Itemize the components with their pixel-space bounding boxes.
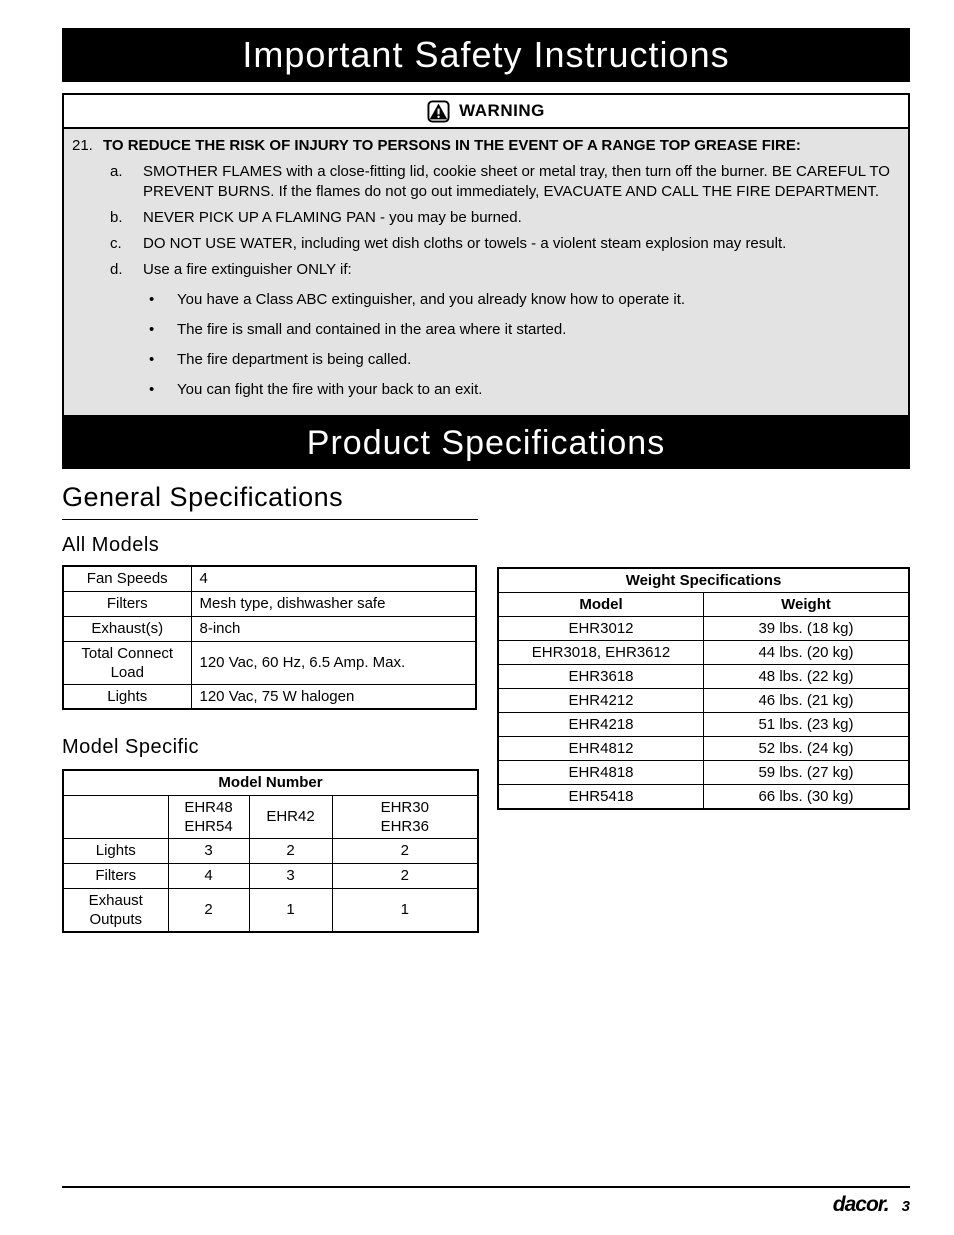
subitem-label: d. (110, 261, 123, 278)
spec-label: Lights (63, 684, 191, 709)
model-specific-heading: Model Specific (62, 736, 200, 758)
warning-item-21 (72, 136, 898, 156)
weight-cell: 52 lbs. (24 kg) (704, 737, 910, 761)
table-header-row (498, 593, 909, 617)
right-column (497, 567, 910, 810)
model-cell: EHR3012 (498, 617, 704, 641)
empty-corner-cell (63, 795, 168, 838)
subitem-text: SMOTHER FLAMES with a close-fitting lid, cookie sheet or metal tray, then turn off the burner. BE CAREFUL TO PREVENT BURNS. If the flames do not go out immediately, EVACUATE AND CALL THE FIRE DEPARTMENT. (143, 163, 890, 200)
weight-cell: 59 lbs. (27 kg) (704, 761, 910, 785)
section-header-safety: Important Safety Instructions (62, 28, 910, 82)
warning-subitem-a (110, 162, 898, 202)
table-row (63, 641, 476, 684)
table-title: Weight Specifications (498, 568, 909, 593)
spec-value: 120 Vac, 75 W halogen (191, 684, 476, 709)
spec-value: 1 (249, 888, 332, 932)
model-cell: EHR4218 (498, 713, 704, 737)
table-row (63, 591, 476, 616)
left-column (62, 520, 477, 933)
warning-subitem-b (110, 208, 898, 228)
table-title-row (63, 770, 478, 795)
bullet-icon: • (149, 291, 155, 308)
bullet-icon: • (149, 351, 155, 368)
list-item-number: 21. (72, 137, 93, 154)
model-name: EHR42 (266, 808, 315, 825)
spec-value: 4 (191, 566, 476, 591)
specs-columns (62, 520, 910, 933)
warning-subitem-c (110, 234, 898, 254)
section-header-product-specs: Product Specifications (62, 417, 910, 469)
model-name: EHR48 (184, 798, 233, 816)
page-content (62, 28, 910, 933)
footer-right (62, 1193, 910, 1217)
spec-value: 120 Vac, 60 Hz, 6.5 Amp. Max. (191, 641, 476, 684)
table-row (498, 617, 909, 641)
spec-label: Filters (63, 863, 168, 888)
weight-cell: 39 lbs. (18 kg) (704, 617, 910, 641)
weight-cell: 51 lbs. (23 kg) (704, 713, 910, 737)
footer-divider (62, 1186, 910, 1188)
bullet-text: The fire department is being called. (177, 351, 412, 368)
model-name: EHR36 (380, 817, 429, 835)
spec-value: 2 (168, 888, 249, 932)
all-models-heading: All Models (62, 534, 160, 556)
spec-value: 2 (332, 838, 478, 863)
model-column-header (168, 795, 249, 838)
weight-specifications-table (497, 567, 910, 810)
spec-value: 1 (332, 888, 478, 932)
model-column-header (249, 795, 332, 838)
warning-bullet (149, 350, 898, 370)
subitem-label: a. (110, 163, 123, 180)
weight-cell: 46 lbs. (21 kg) (704, 689, 910, 713)
warning-bullet (149, 320, 898, 340)
table-row (63, 888, 478, 932)
spec-value: 4 (168, 863, 249, 888)
general-specifications-heading: General Specifications (62, 482, 478, 520)
warning-title: WARNING (459, 101, 545, 120)
warning-triangle-icon (427, 100, 450, 123)
table-row (63, 684, 476, 709)
spec-value: 2 (249, 838, 332, 863)
list-item-title: TO REDUCE THE RISK OF INJURY TO PERSONS IN THE EVENT OF A RANGE TOP GREASE FIRE: (103, 137, 801, 154)
bullet-icon: • (149, 321, 155, 338)
weight-cell: 66 lbs. (30 kg) (704, 785, 910, 810)
model-specific-table (62, 769, 479, 933)
model-cell: EHR4818 (498, 761, 704, 785)
warning-subitem-d (110, 260, 898, 280)
spec-value: 2 (332, 863, 478, 888)
model-cell: EHR5418 (498, 785, 704, 810)
model-cell: EHR4212 (498, 689, 704, 713)
spec-label: Filters (63, 591, 191, 616)
spec-label: Exhaust Outputs (63, 888, 168, 932)
table-row (498, 737, 909, 761)
warning-bullet (149, 380, 898, 400)
spec-label: Exhaust(s) (63, 616, 191, 641)
model-cell: EHR3018, EHR3612 (498, 641, 704, 665)
spec-value: 3 (168, 838, 249, 863)
spec-label: Total Connect Load (63, 641, 191, 684)
spec-value: 3 (249, 863, 332, 888)
table-row (63, 863, 478, 888)
subitem-text: Use a fire extinguisher ONLY if: (143, 261, 352, 278)
subitem-label: b. (110, 209, 123, 226)
subitem-text: DO NOT USE WATER, including wet dish cloths or towels - a violent steam explosion may result. (143, 235, 787, 252)
spec-label: Fan Speeds (63, 566, 191, 591)
warning-header (64, 95, 908, 129)
table-header-row (63, 795, 478, 838)
model-name: EHR30 (380, 798, 429, 816)
spec-label: Lights (63, 838, 168, 863)
warning-box (62, 93, 910, 417)
table-row (63, 566, 476, 591)
bullet-text: You have a Class ABC extinguisher, and you already know how to operate it. (177, 291, 686, 308)
page-footer (62, 1186, 910, 1217)
page-number: 3 (901, 1198, 910, 1215)
spec-value: 8-inch (191, 616, 476, 641)
column-header-weight: Weight (704, 593, 910, 617)
table-row (498, 761, 909, 785)
model-cell: EHR4812 (498, 737, 704, 761)
warning-bullet (149, 290, 898, 310)
weight-cell: 48 lbs. (22 kg) (704, 665, 910, 689)
all-models-table (62, 565, 477, 710)
table-title: Model Number (63, 770, 478, 795)
model-column-header (332, 795, 478, 838)
table-row (498, 785, 909, 810)
table-title-row (498, 568, 909, 593)
subitem-label: c. (110, 235, 122, 252)
table-row (498, 713, 909, 737)
subitem-text: NEVER PICK UP A FLAMING PAN - you may be burned. (143, 209, 522, 226)
bullet-icon: • (149, 381, 155, 398)
spec-value: Mesh type, dishwasher safe (191, 591, 476, 616)
weight-cell: 44 lbs. (20 kg) (704, 641, 910, 665)
column-header-model: Model (498, 593, 704, 617)
warning-body (64, 129, 908, 415)
table-row (63, 616, 476, 641)
bullet-text: The fire is small and contained in the area where it started. (177, 321, 567, 338)
model-cell: EHR3618 (498, 665, 704, 689)
table-row (63, 838, 478, 863)
table-row (498, 665, 909, 689)
model-name: EHR54 (184, 817, 233, 835)
table-row (498, 641, 909, 665)
dacor-logo: dacor. (832, 1193, 889, 1216)
table-row (498, 689, 909, 713)
bullet-text: You can fight the fire with your back to an exit. (177, 381, 483, 398)
